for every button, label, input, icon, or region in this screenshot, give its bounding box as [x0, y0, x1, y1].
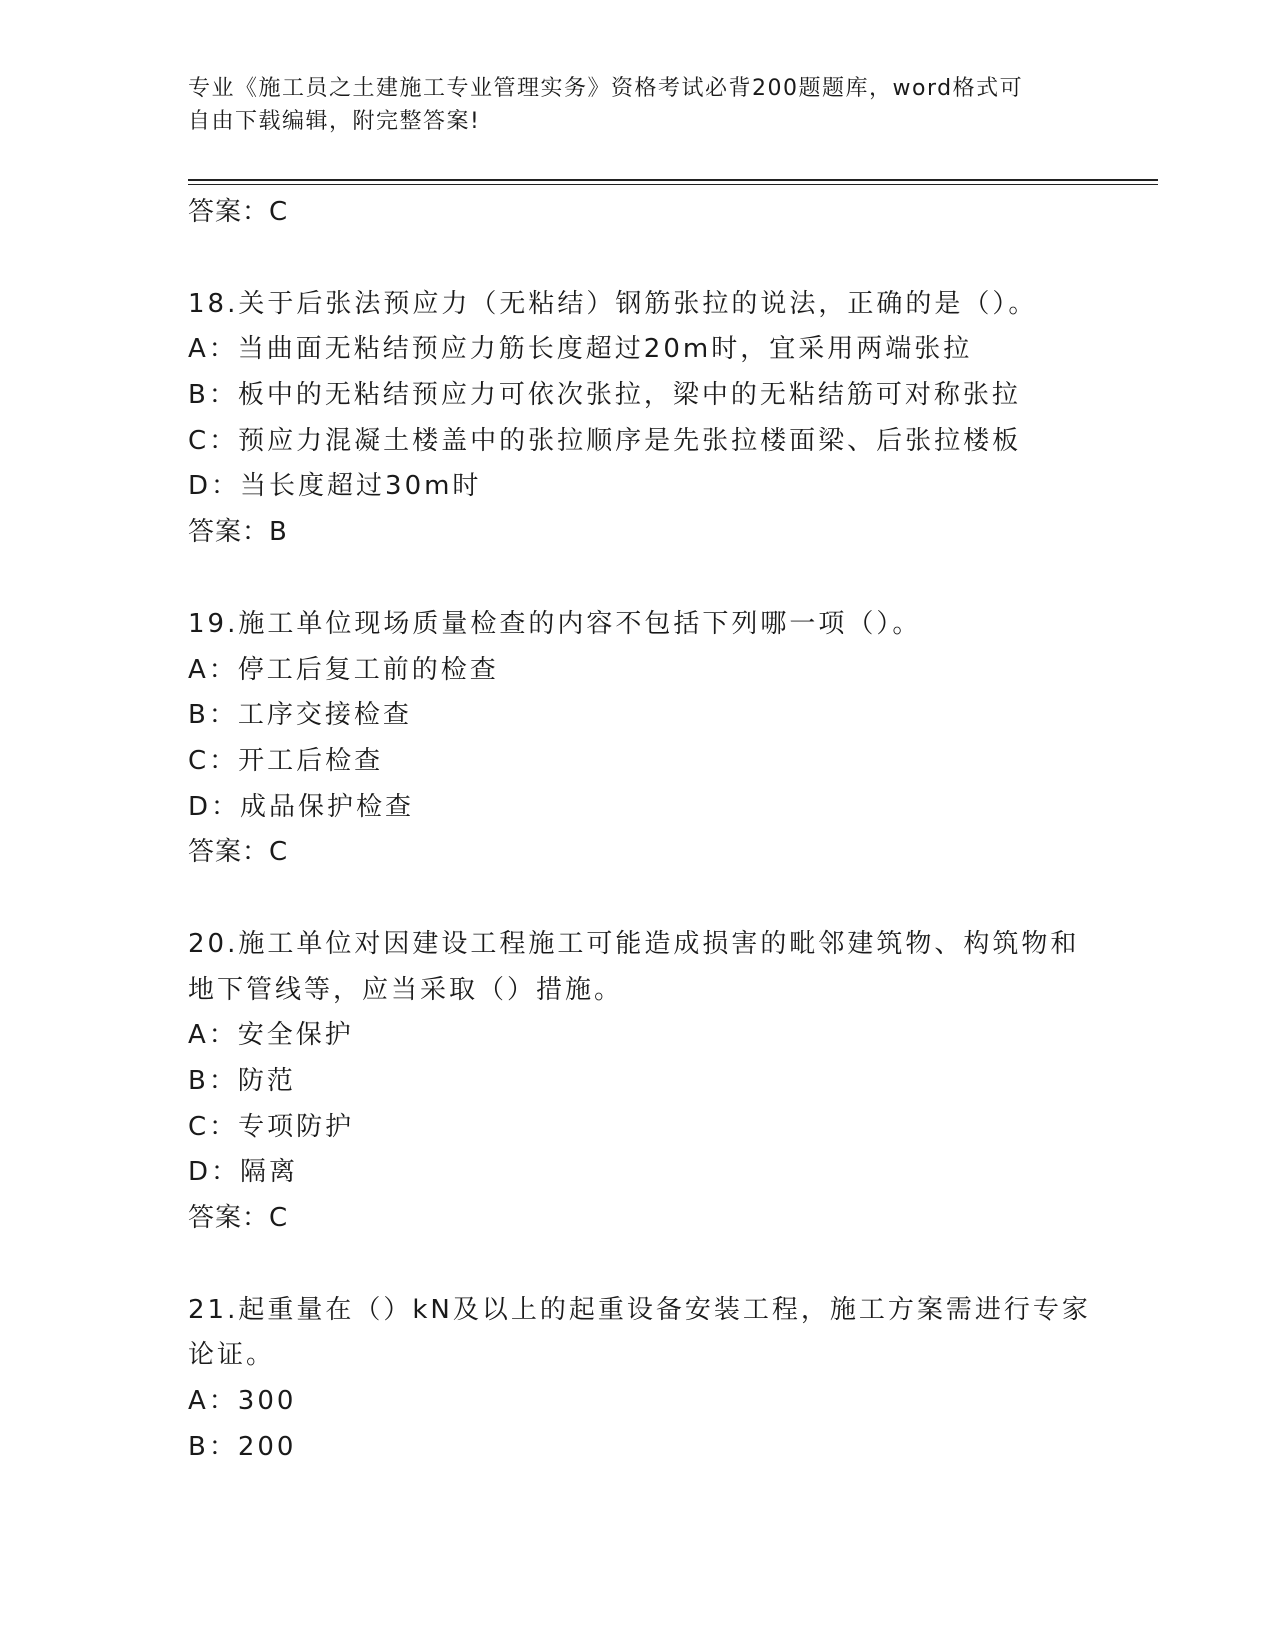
option-c: C：专项防护	[188, 1111, 355, 1142]
question-18	[188, 282, 1108, 556]
question-20	[188, 922, 1108, 1242]
header-title-line-1: 专业《施工员之土建施工专业管理实务》资格考试必背200题题库，word格式可	[188, 76, 1024, 101]
option-c: C：预应力混凝土楼盖中的张拉顺序是先张拉楼面梁、后张拉楼板	[188, 425, 1022, 456]
option-c: C：开工后检查	[188, 745, 384, 776]
option-b: B：工序交接检查	[188, 700, 412, 731]
answer: 答案：C	[188, 1203, 289, 1234]
header-divider	[188, 179, 1158, 185]
page-header	[188, 72, 1068, 138]
answer: 答案：B	[188, 517, 288, 548]
previous-answer: 答案：C	[188, 197, 289, 227]
option-b: B：板中的无粘结预应力可依次张拉，梁中的无粘结筋可对称张拉	[188, 380, 1021, 411]
header-title-line-2: 自由下载编辑，附完整答案!	[188, 109, 481, 134]
question-21	[188, 1288, 1108, 1471]
option-a: A：安全保护	[188, 1020, 354, 1051]
option-d: D：隔离	[188, 1157, 299, 1188]
question-list	[188, 190, 1108, 1471]
option-b: B：200	[188, 1431, 297, 1462]
answer: 答案：C	[188, 837, 289, 868]
option-a: A：当曲面无粘结预应力筋长度超过20m时，宜采用两端张拉	[188, 334, 973, 365]
question-text-line-2: 论证。	[188, 1340, 276, 1371]
option-b: B：防范	[188, 1066, 296, 1096]
option-d: D：成品保护检查	[188, 791, 415, 822]
option-a: A：停工后复工前的检查	[188, 654, 499, 685]
question-text-line-2: 地下管线等，应当采取（）措施。	[188, 974, 624, 1005]
question-19	[188, 602, 1108, 876]
question-text-line-1: 20.施工单位对因建设工程施工可能造成损害的毗邻建筑物、构筑物和	[188, 928, 1080, 959]
option-d: D：当长度超过30m时	[188, 471, 482, 502]
question-text: 19.施工单位现场质量检查的内容不包括下列哪一项（）。	[188, 608, 922, 639]
option-a: A：300	[188, 1386, 297, 1417]
question-text-line-1: 21.起重量在（）kN及以上的起重设备安装工程，施工方案需进行专家	[188, 1294, 1091, 1325]
question-text: 18.关于后张法预应力（无粘结）钢筋张拉的说法，正确的是（）。	[188, 288, 1038, 319]
